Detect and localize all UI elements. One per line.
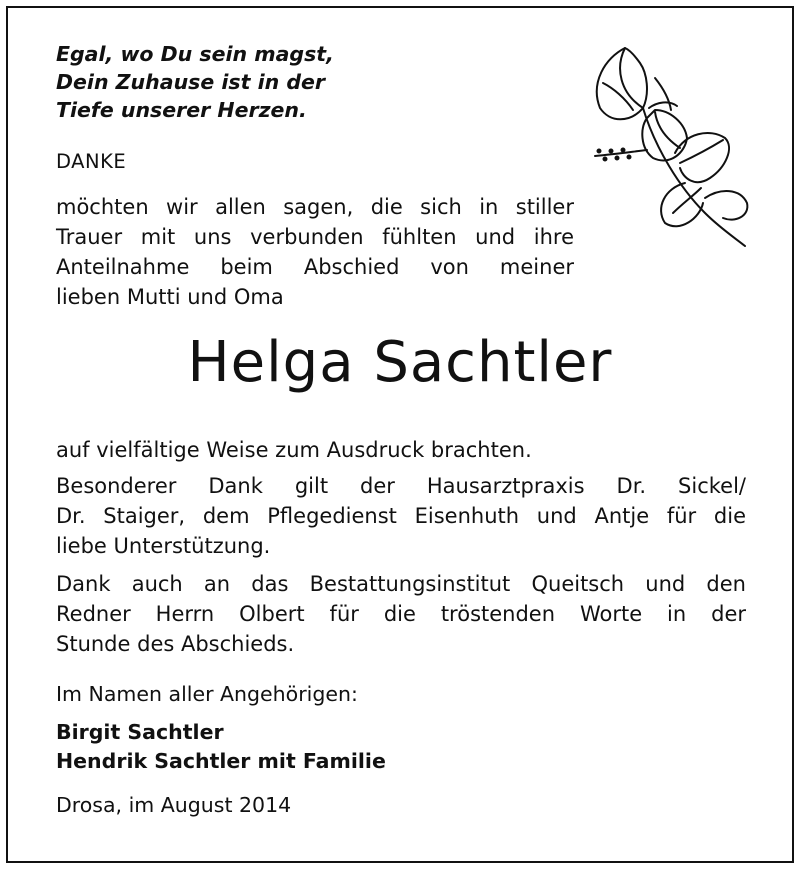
poem-line: Tiefe unserer Herzen.: [56, 98, 307, 122]
poem: [56, 40, 386, 124]
poem-line: Egal, wo Du sein magst,: [56, 42, 334, 66]
intro-paragraph: [56, 192, 574, 312]
body-line: Stunde des Abschieds.: [56, 632, 295, 656]
body-line: auf vielfältige Weise zum Ausdruck brachten.: [56, 438, 532, 462]
calla-lily-icon: [585, 38, 755, 253]
place-date: Drosa, im August 2014: [56, 793, 292, 817]
body-line: Besonderer Dank gilt der Hausarztpraxis Dr. Sickel/: [56, 474, 746, 498]
signature-name: Birgit Sachtler: [56, 720, 224, 744]
special-thanks-paragraph: [56, 471, 746, 561]
intro-line: Anteilnahme beim Abschied von meiner: [56, 255, 574, 279]
intro-line: Trauer mit uns verbunden fühlten und ihre: [56, 225, 574, 249]
poem-line: Dein Zuhause ist in der: [56, 70, 326, 94]
signature-name: Hendrik Sachtler mit Familie: [56, 749, 386, 773]
body-line: Dank auch an das Bestattungsinstitut Queitsch und den: [56, 572, 746, 596]
intro-line: möchten wir allen sagen, die sich in stiller: [56, 195, 574, 219]
name-followup: [56, 435, 746, 465]
thanks-heading: DANKE: [56, 150, 127, 173]
body-line: Dr. Staiger, dem Pflegedienst Eisenhuth und Antje für die: [56, 504, 746, 528]
body-line: liebe Unterstützung.: [56, 534, 271, 558]
further-thanks-paragraph: [56, 569, 746, 659]
deceased-name: Helga Sachtler: [187, 330, 613, 395]
signature-intro: Im Namen aller Angehörigen:: [56, 682, 358, 706]
intro-line: lieben Mutti und Oma: [56, 285, 284, 309]
body-line: Redner Herrn Olbert für die tröstenden Worte in der: [56, 602, 746, 626]
signature-block: [56, 680, 386, 776]
